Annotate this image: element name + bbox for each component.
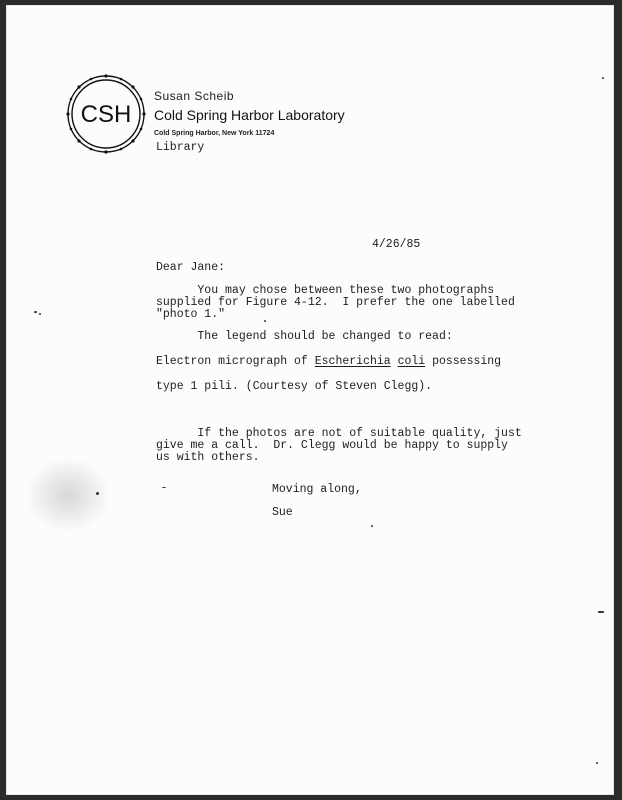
department-name: Library bbox=[156, 141, 205, 154]
legend-genus: Escherichia bbox=[314, 355, 391, 368]
letter-page bbox=[6, 5, 614, 795]
scan-speck bbox=[602, 77, 604, 79]
signature: Sue bbox=[272, 506, 293, 519]
scan-speck bbox=[162, 487, 166, 488]
legend-line-2: type 1 pili. (Courtesy of Steven Clegg). bbox=[156, 380, 433, 393]
paragraph-photos-line-3: "photo 1." bbox=[156, 308, 226, 321]
salutation: Dear Jane: bbox=[156, 261, 226, 274]
scan-speck bbox=[39, 313, 41, 315]
letter-date: 4/26/85 bbox=[372, 238, 421, 251]
scan-speck bbox=[96, 492, 99, 495]
legend-prefix: Electron micrograph of bbox=[156, 355, 315, 368]
sender-name: Susan Scheib bbox=[154, 89, 235, 103]
csh-logo bbox=[64, 72, 148, 156]
closing: Moving along, bbox=[272, 483, 362, 496]
paragraph-quality-line-3: us with others. bbox=[156, 451, 260, 464]
scan-speck bbox=[34, 311, 37, 313]
paragraph-legend-intro: The legend should be changed to read: bbox=[156, 330, 453, 343]
legend-species: coli bbox=[397, 355, 426, 368]
paragraph-photos-line-1: You may chose between these two photographs bbox=[156, 284, 495, 297]
legend-suffix: possessing bbox=[425, 355, 502, 368]
legend-line-1 bbox=[156, 356, 501, 368]
paragraph-photos bbox=[156, 285, 515, 321]
paragraph-photos-line-2: supplied for Figure 4-12. I prefer the one labelled bbox=[156, 296, 515, 309]
paragraph-quality-line-1: If the photos are not of suitable quality, just bbox=[156, 427, 522, 440]
logo-text: CSH bbox=[80, 101, 132, 128]
scan-speck bbox=[598, 611, 604, 613]
organization-address: Cold Spring Harbor, New York 11724 bbox=[154, 130, 275, 137]
scan-speck bbox=[596, 762, 598, 764]
scan-smudge bbox=[28, 460, 108, 530]
organization-name: Cold Spring Harbor Laboratory bbox=[154, 107, 345, 123]
paragraph-quality-line-2: give me a call. Dr. Clegg would be happy to supply bbox=[156, 439, 508, 452]
scan-speck bbox=[264, 320, 266, 322]
paragraph-quality bbox=[156, 428, 522, 464]
scan-speck bbox=[371, 525, 373, 527]
